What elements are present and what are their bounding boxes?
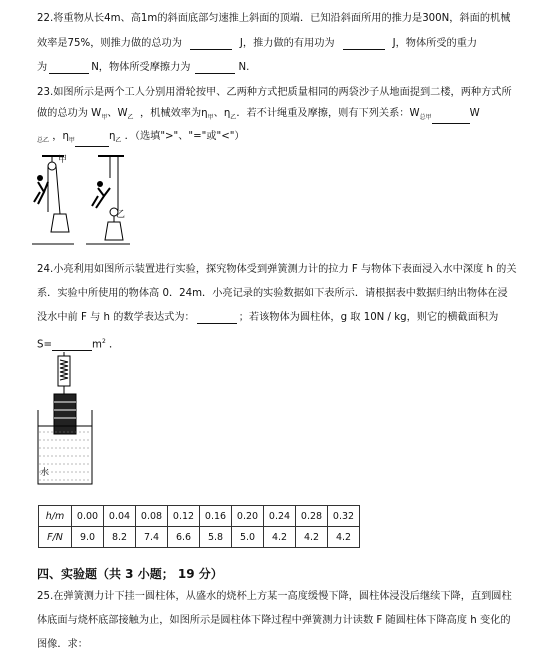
- q23-line1: 23.如图所示是两个工人分别用滑轮按甲、乙两种方式把质量相同的两袋沙子从地面提到二楼，两种方式所: [37, 87, 512, 98]
- section-heading: 四、实验题（共 3 小题； 19 分）: [37, 567, 223, 581]
- q24-line1: 24.小亮利用如图所示装置进行实验，探究物体受到弹簧测力计的拉力 F 与物体下表面浸入水中深度 h 的关: [37, 264, 517, 275]
- q22-line3: 为 N，物体所受摩擦力为 N.: [37, 62, 250, 73]
- data-table: [38, 505, 360, 548]
- q25-line3: 图像．求：: [37, 639, 88, 650]
- q23-blank-efficiency[interactable]: [75, 135, 109, 147]
- q23-line2: 做的总功为 $W_甲$、$W_乙$ ，机械效率为$\eta_甲$、$\eta_乙$．若不计绳重及摩擦，则有下列关系：$W_{总甲}$ W: [37, 107, 525, 124]
- table-cell: 4.2: [328, 527, 360, 548]
- table-cell: 0.00: [72, 506, 104, 527]
- pulley-figure: [30, 152, 140, 252]
- q25-line1: 25.在弹簧测力计下挂一圆柱体，从盛水的烧杯上方某一高度缓慢下降，圆柱体浸没后继续下降，直到圆柱: [37, 591, 512, 602]
- q22-line1: 22.将重物从长4m、高1m的斜面底部匀速推上斜面的顶端．已知沿斜面所用的推力是300N，斜面的机械: [37, 13, 511, 24]
- table-cell: 5.8: [200, 527, 232, 548]
- q22-blank-weight[interactable]: [49, 62, 89, 74]
- q22-blank-total-work[interactable]: [190, 38, 232, 50]
- table-cell: 0.04: [104, 506, 136, 527]
- label-yi: 乙: [116, 210, 126, 220]
- table-cell: 0.28: [296, 506, 328, 527]
- q23-line3: $_{总乙}$ ，$\eta_甲$ $\eta_乙$ ．（选填">"、"="或"<"）: [37, 130, 525, 147]
- table-cell: 6.6: [168, 527, 200, 548]
- table-row-f: [39, 527, 360, 548]
- q22-blank-friction[interactable]: [195, 62, 235, 74]
- q23-blank-work[interactable]: [432, 112, 470, 124]
- table-cell: 0.08: [136, 506, 168, 527]
- table-header-h: h/m: [39, 506, 72, 527]
- table-cell: 0.16: [200, 506, 232, 527]
- table-cell: 4.2: [296, 527, 328, 548]
- water-label: 水: [40, 468, 50, 478]
- table-cell: 5.0: [232, 527, 264, 548]
- q22-blank-useful-work[interactable]: [343, 38, 385, 50]
- label-jia: 甲: [58, 155, 68, 165]
- q24-line3: 没水中前 F 与 h 的数学表达式为： ；若该物体为圆柱体，g 取 10N / kg，则它的横截面积为: [37, 312, 499, 323]
- table-cell: 7.4: [136, 527, 168, 548]
- table-cell: 4.2: [264, 527, 296, 548]
- table-cell: 9.0: [72, 527, 104, 548]
- table-cell: 8.2: [104, 527, 136, 548]
- q22-line2: 效率是75%，则推力做的总功为 J，推力做的有用功为 J，物体所受的重力: [37, 38, 478, 49]
- table-row-h: [39, 506, 360, 527]
- table-cell: 0.24: [264, 506, 296, 527]
- table-cell: 0.32: [328, 506, 360, 527]
- q24-line2: 系．实验中所使用的物体高 0．24m．小亮记录的实验数据如下表所示．请根据表中数据归纳出物体在浸: [37, 288, 508, 299]
- q24-line4: $S= m^2$ ．: [37, 338, 120, 351]
- table-cell: 0.20: [232, 506, 264, 527]
- table-header-f: F/N: [39, 527, 72, 548]
- q24-blank-expression[interactable]: [197, 312, 237, 324]
- table-cell: 0.12: [168, 506, 200, 527]
- q24-blank-area[interactable]: [52, 339, 92, 351]
- q25-line2: 体底面与烧杯底部接触为止，如图所示是圆柱体下降过程中弹簧测力计读数 F 随圆柱体下降高度 h 变化的: [37, 615, 511, 626]
